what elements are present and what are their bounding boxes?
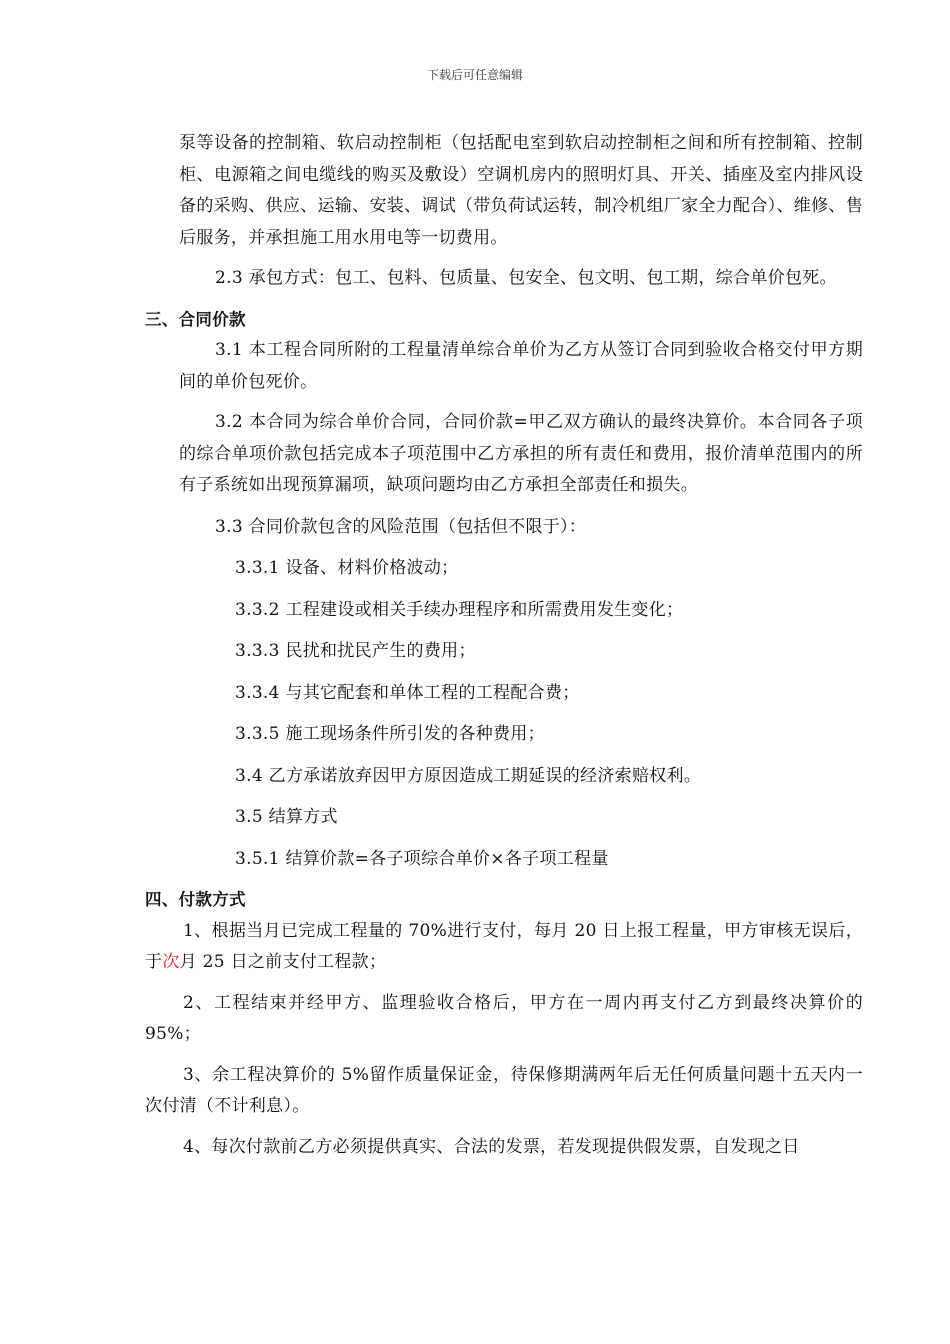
payment-item-1-text-b: 月 25 日之前支付工程款； bbox=[179, 952, 387, 972]
payment-item-1 bbox=[145, 916, 863, 979]
clause-3-3-1: 3.3.1 设备、材料价格波动； bbox=[235, 558, 459, 578]
section-heading-3: 三、合同价款 bbox=[145, 309, 246, 329]
payment-item-1-highlight: 次 bbox=[162, 952, 180, 972]
clause-3-3-5: 3.3.5 施工现场条件所引发的各种费用； bbox=[235, 724, 545, 744]
clause-3-3-4: 3.3.4 与其它配套和单体工程的工程配合费； bbox=[235, 682, 580, 703]
section-heading-4: 四、付款方式 bbox=[145, 890, 246, 909]
payment-item-3: 3、余工程决算价的 5%留作质量保证金，待保修期满两年后无任何质量问题十五天内一次付清（不计利息）。 bbox=[145, 1064, 863, 1116]
document-body bbox=[145, 128, 863, 1163]
clause-3-1: 3.1 本工程合同所附的工程量清单综合单价为乙方从签订合同到验收合格交付甲方期间的单价包死价。 bbox=[179, 340, 863, 392]
payment-item-1-text-a: 1、根据当月已完成工程量的 70%进行支付，每月 20 日上报工程量，甲方审核无误后，于 bbox=[145, 920, 863, 972]
paragraph-intro: 泵等设备的控制箱、软启动控制柜（包括配电室到软启动控制柜之间和所有控制箱、控制柜、电源箱之间电缆线的购买及敷设）空调机房内的照明灯具、开关、插座及室内排风设备的采购、供应、运输、安装、调试（带负荷试运转，制冷机组厂家全力配合）、维修、售后服务，并承担施工用水用电等一切费用。 bbox=[179, 133, 863, 248]
clause-3-2: 3.2 本合同为综合单价合同，合同价款=甲乙双方确认的最终决算价。本合同各子项的综合单项价款包括完成本子项范围中乙方承担的所有责任和费用，报价清单范围内的所有子系统如出现预算漏项，缺项问题均由乙方承担全部责任和损失。 bbox=[179, 412, 863, 495]
payment-item-4: 4、每次付款前乙方必须提供真实、合法的发票，若发现提供假发票，自发现之日 bbox=[183, 1136, 800, 1157]
clause-3-5: 3.5 结算方式 bbox=[235, 807, 338, 827]
clause-3-3: 3.3 合同价款包含的风险范围（包括但不限于）： bbox=[215, 516, 587, 537]
clause-3-3-3: 3.3.3 民扰和扰民产生的费用； bbox=[235, 641, 476, 661]
clause-3-4: 3.4 乙方承诺放弃因甲方原因造成工期延误的经济索赔权利。 bbox=[235, 765, 702, 786]
clause-3-3-2: 3.3.2 工程建设或相关手续办理程序和所需费用发生变化； bbox=[235, 599, 684, 620]
clause-3-5-1: 3.5.1 结算价款=各子项综合单价×各子项工程量 bbox=[235, 848, 609, 869]
payment-item-2: 2、工程结束并经甲方、监理验收合格后，甲方在一周内再支付乙方到最终决算价的 95%； bbox=[145, 992, 863, 1044]
page-header: 下载后可任意编辑 bbox=[426, 68, 523, 82]
clause-2-3: 2.3 承包方式：包工、包料、包质量、包安全、包文明、包工期，综合单价包死。 bbox=[215, 268, 837, 288]
